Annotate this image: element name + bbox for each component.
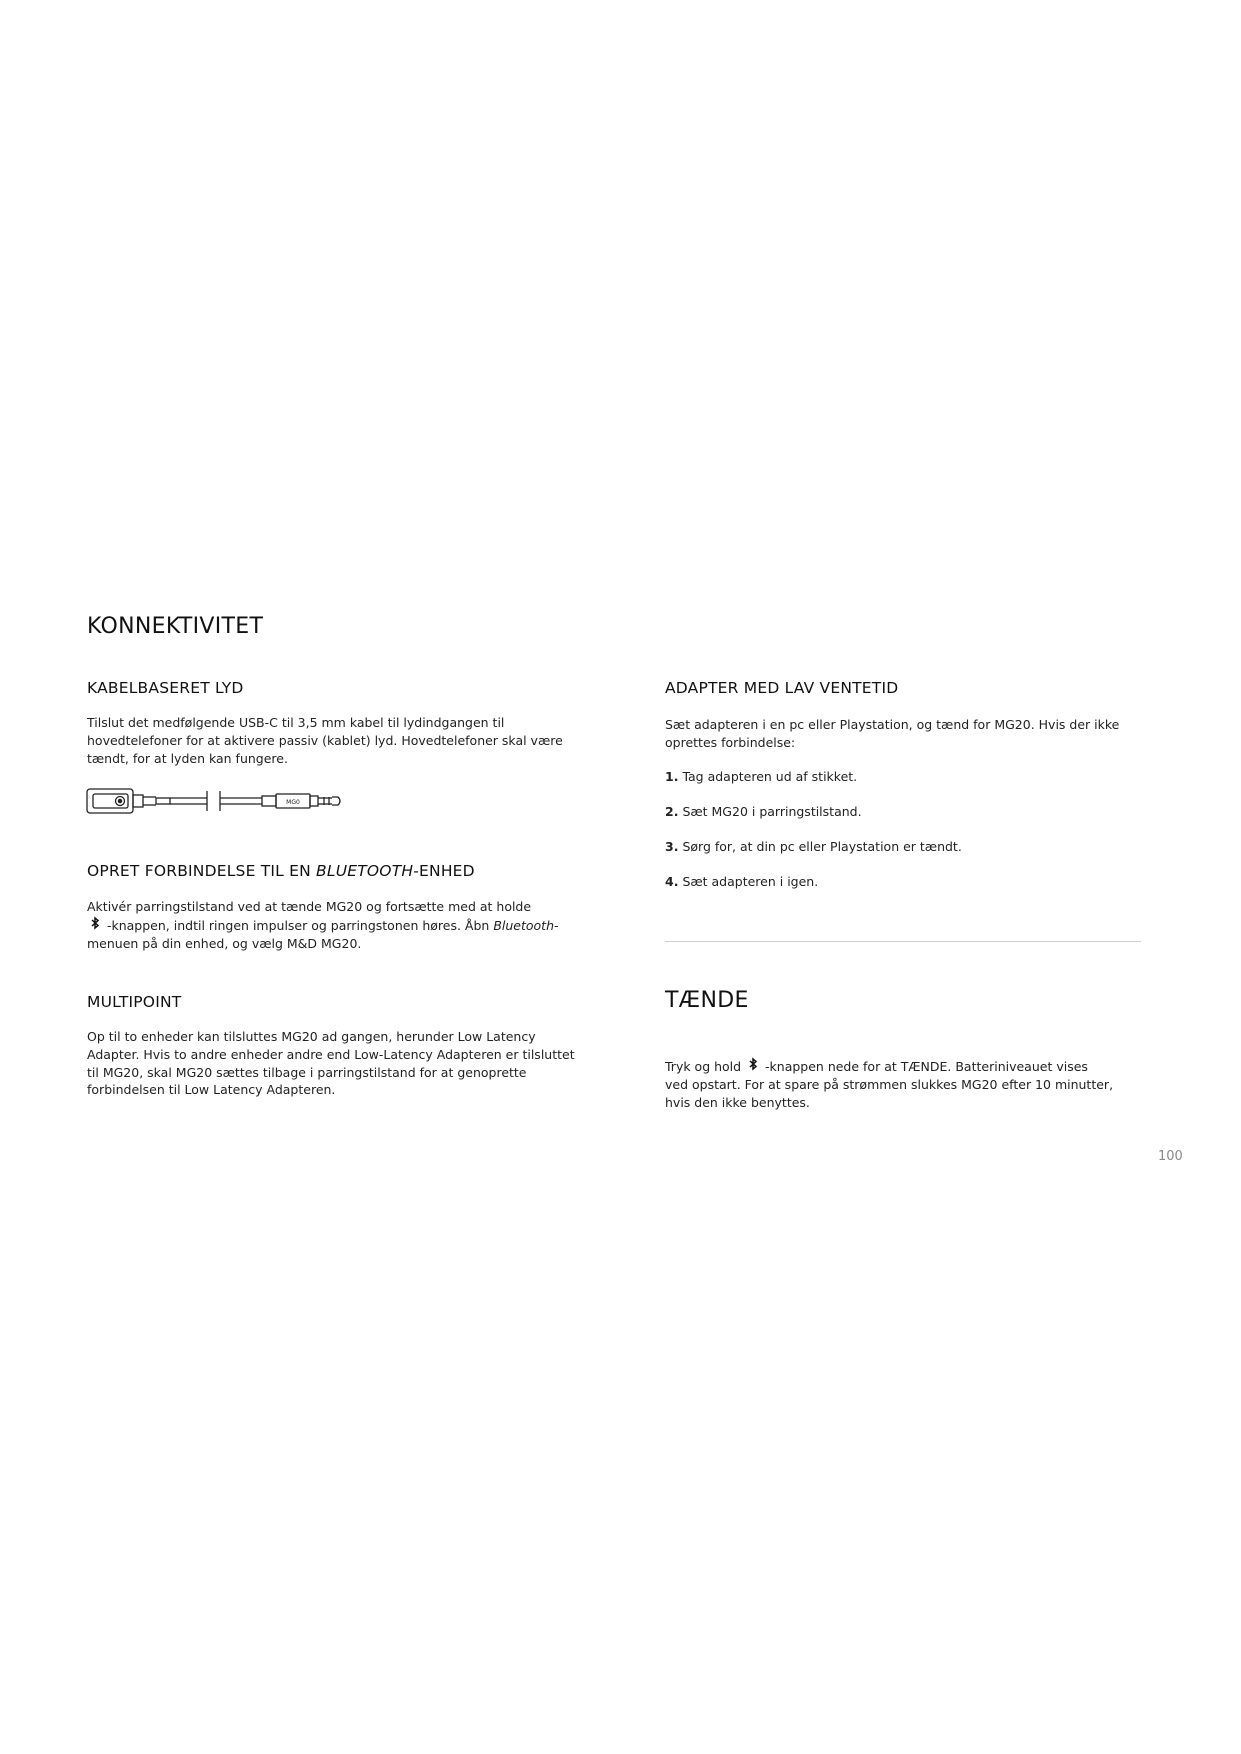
- multipoint-text: Op til to enheder kan tilsluttes MG20 ad gangen, herunder Low Latency Adapter. Hvis to andre enheder andre end Low-Latency Adapteren er tilsluttet til MG20, skal MG20 sættes tilbage i parringstilstand for at genoprette forbindelsen til Low Latency Adapteren.: [87, 1029, 575, 1098]
- adapter-step-4: 4. Sæt adapteren i igen.: [665, 874, 819, 889]
- wired-heading: KABELBASERET LYD: [87, 679, 244, 697]
- adapter-step-3: 3. Sørg for, at din pc eller Playstation er tændt.: [665, 839, 962, 854]
- power-heading: TÆNDE: [665, 988, 749, 1013]
- bluetooth-heading: OPRET FORBINDELSE TIL EN BLUETOOTH-ENHED: [87, 862, 475, 880]
- wired-text: Tilslut det medfølgende USB-C til 3,5 mm kabel til lydindgangen til hovedtelefoner for at aktivere passiv (kablet) lyd. Hovedtelefoner skal være tændt, for at lyden kan fungere.: [87, 715, 563, 766]
- adapter-text: Sæt adapteren i en pc eller Playstation, og tænd for MG20. Hvis der ikke oprettes forbindelse:: [665, 717, 1120, 750]
- adapter-step-1: 1. Tag adapteren ud af stikket.: [665, 769, 858, 784]
- bluetooth-text: Aktivér parringstilstand ved at tænde MG20 og fortsætte med at holde -knappen, indtil ringen impulser og parringstonen høres. Åbn Bluetooth- menuen på din enhed, og vælg M&D MG20.: [87, 899, 559, 951]
- bluetooth-icon: [87, 916, 103, 930]
- adapter-heading: ADAPTER MED LAV VENTETID: [665, 679, 899, 697]
- page-number: 100: [1158, 1149, 1183, 1164]
- section-divider: [665, 941, 1141, 942]
- section-title: KONNEKTIVITET: [87, 614, 264, 639]
- adapter-step-2: 2. Sæt MG20 i parringstilstand.: [665, 804, 862, 819]
- usb-c-to-3.5mm-cable-icon: [86, 786, 348, 816]
- power-text: Tryk og hold -knappen nede for at TÆNDE. Batteriniveauet vises ved opstart. For at spare på strømmen slukkes MG20 efter 10 minutter, hvis den ikke benyttes.: [665, 1059, 1114, 1110]
- bluetooth-icon: [745, 1057, 761, 1071]
- cable-label: MG0: [286, 799, 300, 806]
- multipoint-heading: MULTIPOINT: [87, 993, 182, 1011]
